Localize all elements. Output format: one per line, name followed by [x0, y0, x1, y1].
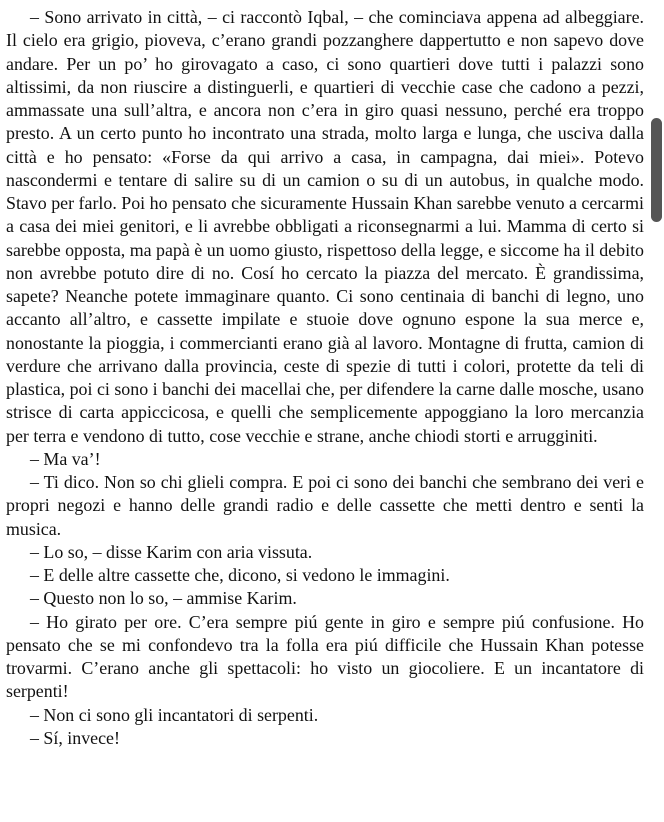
paragraph-dialogue-incantatori: – Non ci sono gli incantatori di serpenti. — [30, 704, 319, 725]
paragraph-dialogue-questo-non-lo-so: – Questo non lo so, – ammise Karim. — [30, 588, 297, 609]
paragraph-dialogue-si-invece: – Sí, invece! — [30, 727, 120, 748]
scrollbar-thumb[interactable] — [651, 118, 662, 222]
paragraph-dialogue-ho-girato: – Ho girato per ore. C’era sempre piú gente in giro e sempre piú confusione. Ho pensato che se mi confondevo tra la folla era piú difficile che Hussain Khan potesse trovarmi. C’erano anche gli spettacoli: ho visto un giocoliere. E un incantatore di serpenti! — [6, 611, 644, 702]
paragraph-dialogue-lo-so: – Lo so, – disse Karim con aria vissuta. — [30, 541, 313, 562]
paragraph-dialogue-ti-dico: – Ti dico. Non so chi glieli compra. E poi ci sono dei banchi che sembrano dei veri e propri negozi e hanno delle grandi radio e delle cassette che metti dentro e senti la musica. — [6, 472, 644, 539]
paragraph-narration-arrival: – Sono arrivato in città, – ci raccontò Iqbal, – che cominciava appena ad albeggiare. Il cielo era grigio, pioveva, c’erano grandi pozzanghere dappertutto e non sapevo dove andare. Per un po’ ho girovagato a caso, ci sono quartieri dove tutti i palazzi sono altissimi, da non riuscire a distinguerli, e quartieri di vecchie case che cadono a pezzi, ammassate una sull’altra, e ancora non c’era in giro quasi nessuno, perché era troppo presto. A un certo punto ho incontrato una strada, molto larga e lunga, che usciva dalla città e ho pensato: «Forse da qui arrivo a casa, in campagna, dai miei». Potevo nascondermi e tentare di salire su di un camion o su di un autobus, in qualche modo. Stavo per farlo. Poi ho pensato che sicuramente Hussain Khan sarebbe venuto a cercarmi a casa dei miei genitori, e li avrebbe obbligati a riconsegnarmi a lui. Mamma di certo si sarebbe opposta, ma papà è un uomo giusto, rispettoso della legge, e siccome ha il debito non avrebbe potuto dire di no. Cosí ho cercato la piazza del mercato. È grandissima, sapete? Neanche potete immaginare quanto. Ci sono centinaia di banchi di legno, uno accanto all’altro, e cassette impilate e stuoie dove ognuno espone la sua merce e, nonostante la pioggia, i commercianti erano già al lavoro. Montagne di frutta, camion di verdure che arrivano dalla provincia, ceste di spezie di tutti i colori, protette da teli di plastica, poi ci sono i banchi dei macellai che, per difendere la carne dalle mosche, usano strisce di carta appiccicosa, e quelli che semplicemente appoggiano la loro mercanzia per terra e vendono di tutto, cose vecchie e strane, anche chiodi storti e arrugginiti. — [6, 7, 644, 446]
paragraph-dialogue-altre-cassette: – E delle altre cassette che, dicono, si vedono le immagini. — [30, 565, 450, 585]
paragraph-dialogue-ma-va: – Ma va’! — [30, 448, 101, 469]
book-page — [6, 6, 644, 750]
